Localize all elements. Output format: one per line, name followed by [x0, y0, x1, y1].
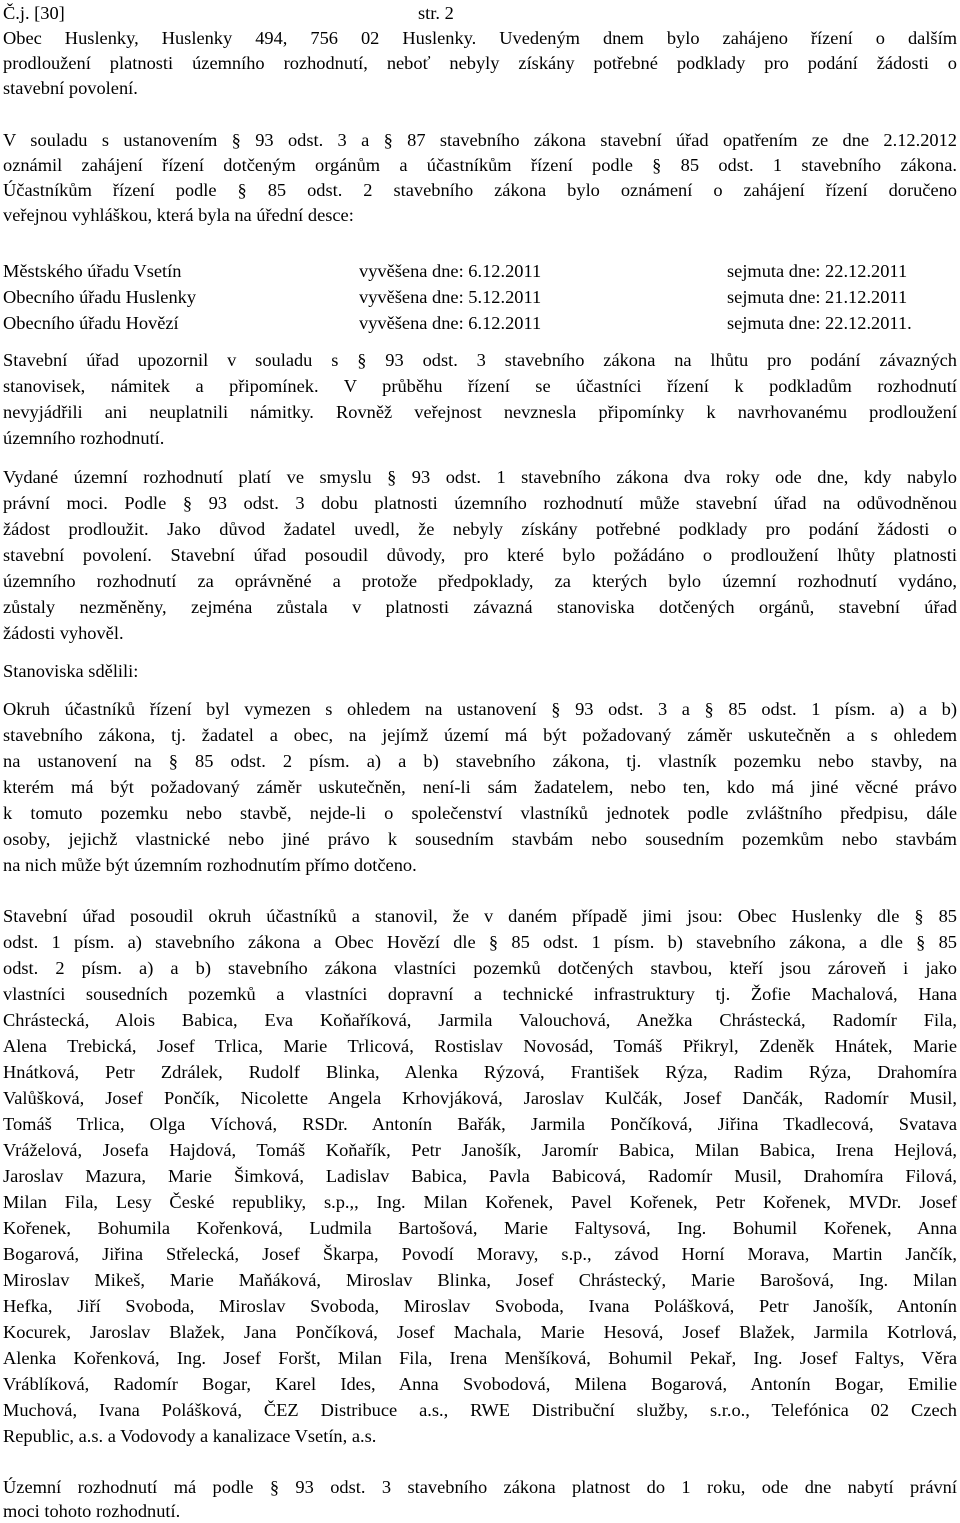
text-line: kterém má být požadovaný záměr uskutečněn, není-li sám žadatelem, nebo ten, kdo má jiné věcné právo [3, 777, 957, 797]
text-line: k tomuto pozemku nebo stavbě, nejde-li o společenství vlastníků jednotek podle zvláštního předpisu, dále [3, 803, 957, 823]
text-line: Vydané územní rozhodnutí platí ve smyslu § 93 odst. 1 stavebního zákona dva roky ode dne, kdy nabylo [3, 467, 957, 487]
text-line: V souladu s ustanovením § 93 odst. 3 a § 87 stavebního zákona stavební úřad opatřením ze dne 2.12.2012 [3, 130, 957, 150]
text-line: Hnátková, Petr Zdrálek, Rudolf Blinka, Alenka Rýzová, František Rýza, Radim Rýza, Drahomíra [3, 1062, 957, 1082]
text-line: odst. 1 písm. a) stavebního zákona a Obec Hovězí dle § 85 odst. 1 písm. b) stavebního zákona, a dle § 85 [3, 932, 957, 952]
board-posted: vyvěšena dne: 6.12.2011 [359, 261, 542, 281]
text-line: územního rozhodnutí za oprávněné a protože předpoklady, za kterých bylo územní rozhodnutí vydáno, [3, 571, 957, 591]
text-line: Chrástecká, Alois Babica, Eva Koňaříková, Jarmila Valouchová, Anežka Chrástecká, Radomír Fila, [3, 1010, 957, 1030]
text-line: Alenka Kořenková, Ing. Josef Foršt, Milan Fila, Irena Menšíková, Bohumil Pekař, Ing. Josef Faltys, Věra [3, 1348, 957, 1368]
text-line: Účastníkům řízení podle § 85 odst. 2 stavebního zákona bylo oznámení o zahájení řízení doručeno [3, 180, 957, 200]
board-office: Městského úřadu Vsetín [3, 261, 182, 281]
text-line: moci tohoto rozhodnutí. [3, 1501, 181, 1521]
text-line: Republic, a.s. a Vodovody a kanalizace Vsetín, a.s. [3, 1426, 377, 1446]
text-line: prodloužení platnosti územního rozhodnutí, neboť nebyly získány potřebné podklady pro podání žádosti o [3, 53, 957, 73]
reference-number: Č.j. [30] [3, 3, 65, 23]
text-line: Tomáš Trlica, Olga Víchová, RSDr. Antonín Bařák, Jarmila Pončíková, Jiřina Tkadlecová, Svatava [3, 1114, 957, 1134]
board-office: Obecního úřadu Hovězí [3, 313, 179, 333]
text-line: Milan Fila, Lesy České republiky, s.p.,, Ing. Milan Kořenek, Pavel Kořenek, Petr Kořenek, MVDr. Josef [3, 1192, 957, 1212]
text-line: Jaroslav Mazura, Marie Šimková, Ladislav Babica, Pavla Babicová, Radomír Musil, Drahomíra Filová, [3, 1166, 957, 1186]
text-line: Okruh účastníků řízení byl vymezen s ohledem na ustanovení § 93 odst. 3 a § 85 odst. 1 písm. a) a b) [3, 699, 957, 719]
text-line: odst. 2 písm. a) a b) stavebního zákona vlastníci pozemků dotčených stavbou, kteří jsou zároveň i jako [3, 958, 957, 978]
text-line: Stavební úřad upozornil v souladu s § 93 odst. 3 stavebního zákona na lhůtu pro podání závazných [3, 350, 957, 370]
text-line: Hefka, Jiří Svoboda, Miroslav Svoboda, Miroslav Svoboda, Ivana Polášková, Petr Janošík, Antonín [3, 1296, 957, 1316]
text-line: zůstaly nezměněny, zejména zůstala v platnosti závazná stanoviska dotčených orgánů, stavební úřad [3, 597, 957, 617]
text-line: stanovisek, námitek a připomínek. V průběhu řízení se účastníci řízení k podkladům rozhodnutí [3, 376, 957, 396]
text-line: Stavební úřad posoudil okruh účastníků a stanovil, že v daném případě jimi jsou: Obec Huslenky dle § 85 [3, 906, 957, 926]
text-line: právní moci. Podle § 93 odst. 3 dobu platnosti územního rozhodnutí může stavební úřad na odůvodněnou [3, 493, 957, 513]
text-line: Obec Huslenky, Huslenky 494, 756 02 Huslenky. Uvedeným dnem bylo zahájeno řízení o dalším [3, 28, 957, 48]
board-posted: vyvěšena dne: 6.12.2011 [359, 313, 542, 333]
board-posted: vyvěšena dne: 5.12.2011 [359, 287, 542, 307]
text-line: na nich může být územním rozhodnutím přímo dotčeno. [3, 855, 417, 875]
board-removed: sejmuta dne: 22.12.2011. [727, 313, 912, 333]
text-line: Muchová, Ivana Polášková, ČEZ Distribuce a.s., RWE Distribuční služby, s.r.o., Telefónica 02 Czech [3, 1400, 957, 1420]
board-removed: sejmuta dne: 21.12.2011 [727, 287, 908, 307]
text-line: stavební povolení. [3, 78, 138, 98]
text-line: žádosti vyhověl. [3, 623, 124, 643]
page-number: str. 2 [418, 3, 454, 23]
text-line: nevyjádřili ani neuplatnili námitky. Rovněž veřejnost nevznesla připomínky k navrhovanému prodloužení [3, 402, 957, 422]
text-line: Miroslav Mikeš, Marie Maňáková, Miroslav Blinka, Josef Chrástecký, Marie Barošová, Ing. Milan [3, 1270, 957, 1290]
text-line: žádost prodloužit. Jako důvod žadatel uvedl, že nebyly získány potřebné podklady pro podání žádosti o [3, 519, 957, 539]
text-line: stavebního zákona, tj. žadatel a obec, na jejímž území má být požadovaný záměr uskutečněn a s ohledem [3, 725, 957, 745]
text-line: Územní rozhodnutí má podle § 93 odst. 3 stavebního zákona platnost do 1 roku, ode dne nabytí právní [3, 1477, 957, 1497]
opinions-heading: Stanoviska sdělili: [3, 661, 139, 681]
text-line: Kořenek, Bohumila Kořenková, Ludmila Bartošová, Marie Faltysová, Ing. Bohumil Kořenek, Anna [3, 1218, 957, 1238]
text-line: vlastníci sousedních pozemků a vlastníci dopravní a technické infrastruktury tj. Žofie Machalová, Hana [3, 984, 957, 1004]
text-line: Vráželová, Josefa Hajdová, Tomáš Koňařík, Petr Janošík, Jaromír Babica, Milan Babica, Irena Hejlová, [3, 1140, 957, 1160]
text-line: Bogarová, Jiřina Střelecká, Josef Škarpa, Povodí Moravy, s.p., závod Horní Morava, Martin Jančík, [3, 1244, 957, 1264]
text-line: stavební povolení. Stavební úřad posoudil důvody, pro které bylo požádáno o prodloužení lhůty platnosti [3, 545, 957, 565]
text-line: Vráblíková, Radomír Bogar, Karel Ides, Anna Svobodová, Milena Bogarová, Antonín Bogar, Emilie [3, 1374, 957, 1394]
board-removed: sejmuta dne: 22.12.2011 [727, 261, 908, 281]
text-line: oznámil zahájení řízení dotčeným orgánům a účastníkům řízení podle § 85 odst. 1 stavebního zákona. [3, 155, 957, 175]
text-line: veřejnou vyhláškou, která byla na úřední desce: [3, 205, 354, 225]
text-line: osoby, jejichž vlastnické nebo jiné právo k sousedním stavbám nebo sousedním pozemkům nebo stavbám [3, 829, 957, 849]
text-line: Alena Trebická, Josef Trlica, Marie Trlicová, Rostislav Novosád, Tomáš Přikryl, Zdeněk Hnátek, Marie [3, 1036, 957, 1056]
text-line: územního rozhodnutí. [3, 428, 165, 448]
text-line: Valůšková, Josef Pončík, Nicolette Angela Krhovjáková, Jaroslav Kulčák, Josef Dančák, Radomír Musil, [3, 1088, 957, 1108]
text-line: Kocurek, Jaroslav Blažek, Jana Pončíková, Josef Machala, Marie Hesová, Josef Blažek, Jarmila Kotrlová, [3, 1322, 957, 1342]
board-office: Obecního úřadu Huslenky [3, 287, 197, 307]
text-line: na ustanovení na § 85 odst. 2 písm. a) a b) stavebního zákona, tj. vlastník pozemku nebo stavby, na [3, 751, 957, 771]
